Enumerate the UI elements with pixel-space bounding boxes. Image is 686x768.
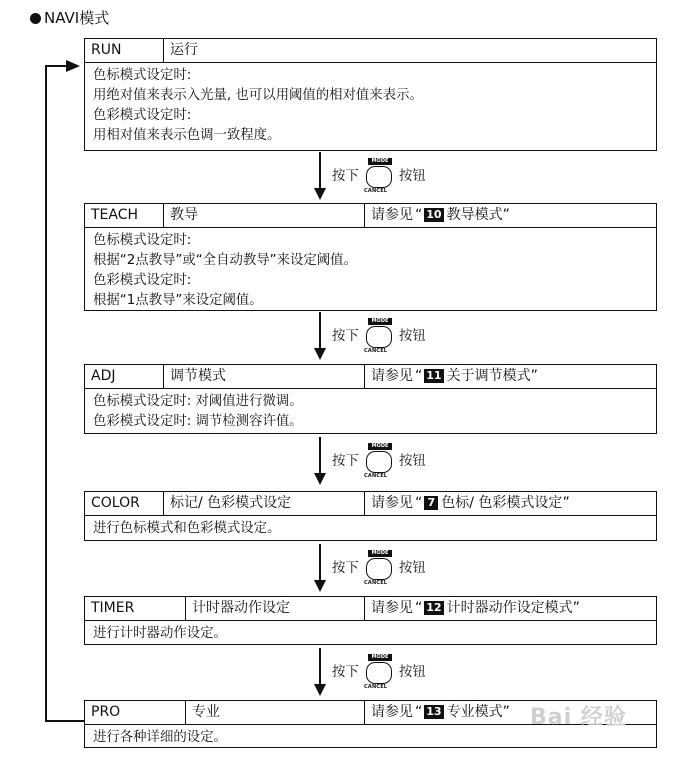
- down-arrow-icon: [314, 348, 326, 360]
- down-arrow-icon: [314, 473, 326, 485]
- mode-block-adj: [84, 364, 657, 434]
- description-line: 进行色标模式和色彩模式设定。: [93, 521, 281, 536]
- description-line: 色标模式设定时:: [93, 233, 192, 248]
- description-line: 色彩模式设定时:: [93, 108, 192, 123]
- description-line: 色标模式设定时: 对阈值进行微调。: [93, 394, 303, 409]
- button-label: 按钮: [399, 561, 426, 576]
- description-line: 用绝对值来表示入光量, 也可以用阈值的相对值来表示。: [93, 88, 423, 103]
- press-label: 按下: [332, 665, 359, 680]
- button-label: 按钮: [399, 169, 426, 184]
- reference-link[interactable]: 请参见 “ 13 专业模式”: [371, 704, 510, 720]
- mode-code: TEACH: [85, 204, 164, 227]
- description-line: 色彩模式设定时: 调节检测容许值。: [93, 414, 303, 429]
- mode-cancel-button-icon: MODE CANCEL: [366, 160, 394, 190]
- description-line: 根据“2点教导”或“全自动教导”来设定阈值。: [93, 253, 357, 268]
- reference-link[interactable]: 请参见 “ 12 计时器动作设定模式”: [371, 600, 580, 616]
- mode-name: 调节模式: [164, 365, 365, 388]
- mode-block-color: [84, 491, 657, 541]
- bullet-icon: [30, 13, 41, 24]
- reference-link[interactable]: 请参见 “ 11 关于调节模式”: [371, 368, 538, 384]
- press-mode-step: [300, 437, 500, 487]
- mode-name: 计时器动作设定: [186, 597, 365, 620]
- loop-back-arrow-icon: [66, 60, 80, 72]
- reference-link[interactable]: 请参见 “ 10 教导模式”: [371, 207, 510, 223]
- down-arrow-icon: [314, 580, 326, 592]
- press-label: 按下: [332, 454, 359, 469]
- page-title: NAVI模式: [30, 8, 109, 28]
- chapter-badge: 12: [426, 601, 442, 614]
- chapter-badge: 11: [426, 369, 442, 382]
- mode-name: 标记/ 色彩模式设定: [164, 492, 365, 515]
- mode-code: PRO: [85, 701, 186, 724]
- mode-block-timer: [84, 596, 657, 645]
- mode-name: 教导: [164, 204, 365, 227]
- button-label: 按钮: [399, 454, 426, 469]
- chapter-badge: 10: [426, 208, 442, 221]
- loop-back-line: [45, 65, 47, 722]
- description-line: 色标模式设定时:: [93, 68, 192, 83]
- mode-cancel-button-icon: MODE CANCEL: [366, 320, 394, 350]
- mode-name: 运行: [170, 42, 198, 58]
- mode-cancel-button-icon: MODE CANCEL: [366, 552, 394, 582]
- description-line: 用相对值来表示色调一致程度。: [93, 128, 281, 143]
- mode-code: RUN: [85, 39, 164, 62]
- mode-cancel-button-icon: MODE CANCEL: [366, 656, 394, 686]
- press-mode-step: [300, 648, 500, 698]
- press-mode-step: [300, 312, 500, 362]
- press-mode-step: [300, 152, 500, 202]
- mode-block-teach: [84, 203, 657, 311]
- description-line: 根据“1点教导”来设定阈值。: [93, 293, 263, 308]
- press-mode-step: [300, 544, 500, 594]
- description-line: 进行各种详细的设定。: [93, 730, 227, 745]
- watermark: Bai 经验: [530, 705, 627, 730]
- mode-code: ADJ: [85, 365, 164, 388]
- press-label: 按下: [332, 169, 359, 184]
- loop-back-line-bottom: [45, 720, 85, 722]
- mode-name: 专业: [186, 701, 365, 724]
- mode-cancel-button-icon: MODE CANCEL: [366, 445, 394, 475]
- chapter-badge: 7: [424, 496, 438, 510]
- mode-block-run: [84, 38, 657, 151]
- description-line: 进行计时器动作设定。: [93, 626, 227, 641]
- mode-code: COLOR: [85, 492, 164, 515]
- press-label: 按下: [332, 329, 359, 344]
- down-arrow-icon: [314, 188, 326, 200]
- mode-code: TIMER: [85, 597, 186, 620]
- button-label: 按钮: [399, 329, 426, 344]
- press-label: 按下: [332, 561, 359, 576]
- chapter-badge: 13: [426, 705, 442, 718]
- reference-link[interactable]: 请参见 “ 7 色标/ 色彩模式设定”: [371, 495, 570, 511]
- description-line: 色彩模式设定时:: [93, 273, 192, 288]
- button-label: 按钮: [399, 665, 426, 680]
- down-arrow-icon: [314, 684, 326, 696]
